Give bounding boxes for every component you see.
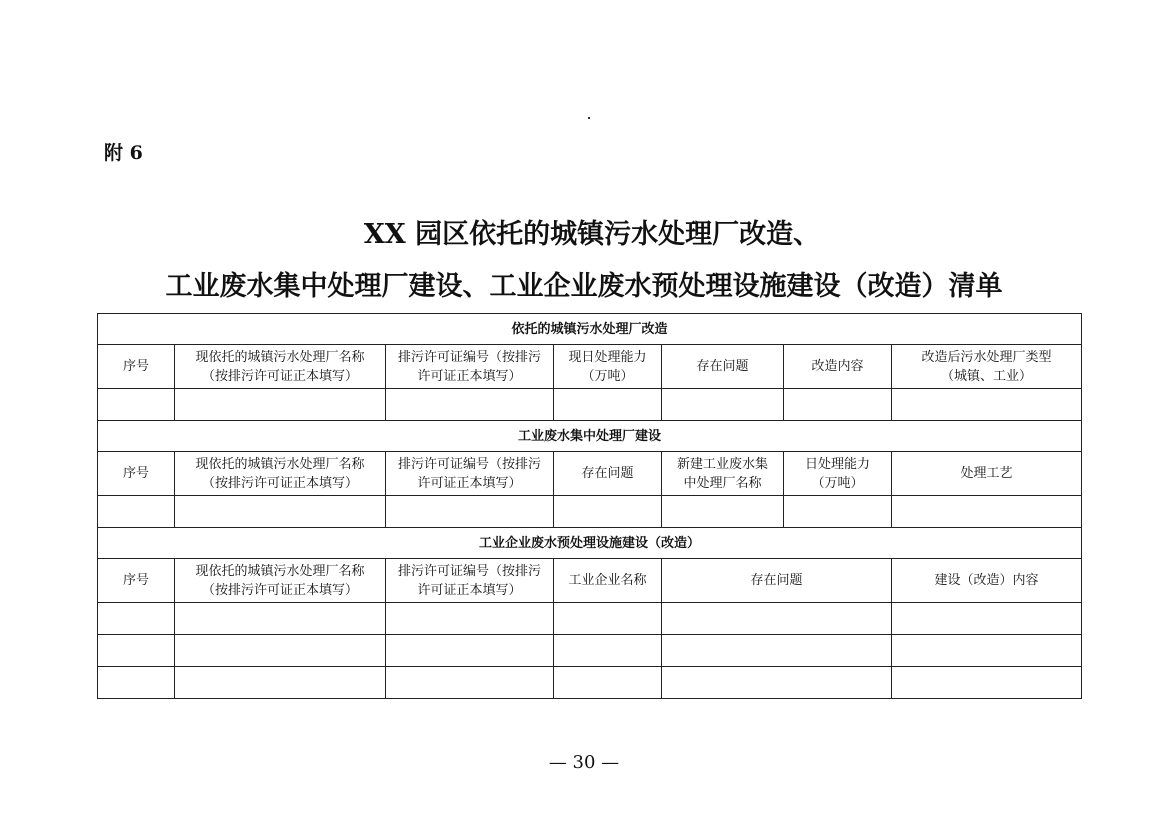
- table-cell[interactable]: [554, 635, 662, 667]
- column-header: 现依托的城镇污水处理厂名称 （按排污许可证正本填写）: [175, 345, 386, 389]
- column-header: 存在问题: [554, 452, 662, 496]
- table-row: [98, 496, 1082, 528]
- column-header: 建设（改造）内容: [892, 559, 1082, 603]
- table-cell[interactable]: [784, 496, 892, 528]
- table-cell[interactable]: [98, 496, 175, 528]
- attachment-label: 附 6: [104, 142, 143, 164]
- project-list-table: [97, 313, 1082, 699]
- table-cell[interactable]: [554, 389, 662, 421]
- section-title-row: [98, 314, 1082, 345]
- column-header: 序号: [98, 345, 175, 389]
- table-cell[interactable]: [175, 389, 386, 421]
- table-cell[interactable]: [892, 389, 1082, 421]
- table-cell[interactable]: [784, 389, 892, 421]
- column-header: 工业企业名称: [554, 559, 662, 603]
- table-cell[interactable]: [892, 496, 1082, 528]
- column-header: 新建工业废水集 中处理厂名称: [662, 452, 784, 496]
- section-title: 依托的城镇污水处理厂改造: [98, 314, 1082, 345]
- table-cell[interactable]: [554, 496, 662, 528]
- table-cell[interactable]: [386, 389, 554, 421]
- table-cell[interactable]: [662, 389, 784, 421]
- column-header: 序号: [98, 559, 175, 603]
- column-header: 排污许可证编号（按排污 许可证正本填写）: [386, 452, 554, 496]
- table-row: [98, 667, 1082, 699]
- column-header: 处理工艺: [892, 452, 1082, 496]
- table-cell[interactable]: [662, 496, 784, 528]
- column-header: 现依托的城镇污水处理厂名称 （按排污许可证正本填写）: [175, 559, 386, 603]
- column-header: 排污许可证编号（按排污 许可证正本填写）: [386, 345, 554, 389]
- table-cell[interactable]: [175, 635, 386, 667]
- table-cell[interactable]: [386, 667, 554, 699]
- column-header: 现依托的城镇污水处理厂名称 （按排污许可证正本填写）: [175, 452, 386, 496]
- column-header: 存在问题: [662, 559, 892, 603]
- column-header: 改造后污水处理厂类型 （城镇、工业）: [892, 345, 1082, 389]
- table-row: [98, 389, 1082, 421]
- table-cell[interactable]: [386, 635, 554, 667]
- header-row: [98, 345, 1082, 389]
- table-cell[interactable]: [175, 667, 386, 699]
- section-title-row: [98, 421, 1082, 452]
- section-title-row: [98, 528, 1082, 559]
- section-title: 工业废水集中处理厂建设: [98, 421, 1082, 452]
- table-cell[interactable]: [662, 667, 892, 699]
- table-cell[interactable]: [98, 389, 175, 421]
- table-cell[interactable]: [98, 603, 175, 635]
- document-title-line1: XX 园区依托的城镇污水处理厂改造、: [363, 219, 821, 250]
- section-title: 工业企业废水预处理设施建设（改造）: [98, 528, 1082, 559]
- table-cell[interactable]: [554, 603, 662, 635]
- table-cell[interactable]: [386, 603, 554, 635]
- table-cell[interactable]: [386, 496, 554, 528]
- table-cell[interactable]: [98, 635, 175, 667]
- table-cell[interactable]: [892, 635, 1082, 667]
- table-cell[interactable]: [662, 603, 892, 635]
- header-row: [98, 559, 1082, 603]
- header-row: [98, 452, 1082, 496]
- column-header: 日处理能力 （万吨）: [784, 452, 892, 496]
- column-header: 排污许可证编号（按排污 许可证正本填写）: [386, 559, 554, 603]
- table-cell[interactable]: [175, 496, 386, 528]
- table-cell[interactable]: [662, 635, 892, 667]
- table-cell[interactable]: [98, 667, 175, 699]
- table-row: [98, 603, 1082, 635]
- table-row: [98, 635, 1082, 667]
- document-title-line2: 工业废水集中处理厂建设、工业企业废水预处理设施建设（改造）清单: [165, 271, 1003, 302]
- table-cell[interactable]: [175, 603, 386, 635]
- table-cell[interactable]: [892, 603, 1082, 635]
- table-cell[interactable]: [892, 667, 1082, 699]
- column-header: 存在问题: [662, 345, 784, 389]
- scan-speck: [588, 117, 590, 119]
- column-header: 改造内容: [784, 345, 892, 389]
- column-header: 序号: [98, 452, 175, 496]
- column-header: 现日处理能力 （万吨）: [554, 345, 662, 389]
- page-number: — 30 —: [548, 752, 620, 773]
- table-cell[interactable]: [554, 667, 662, 699]
